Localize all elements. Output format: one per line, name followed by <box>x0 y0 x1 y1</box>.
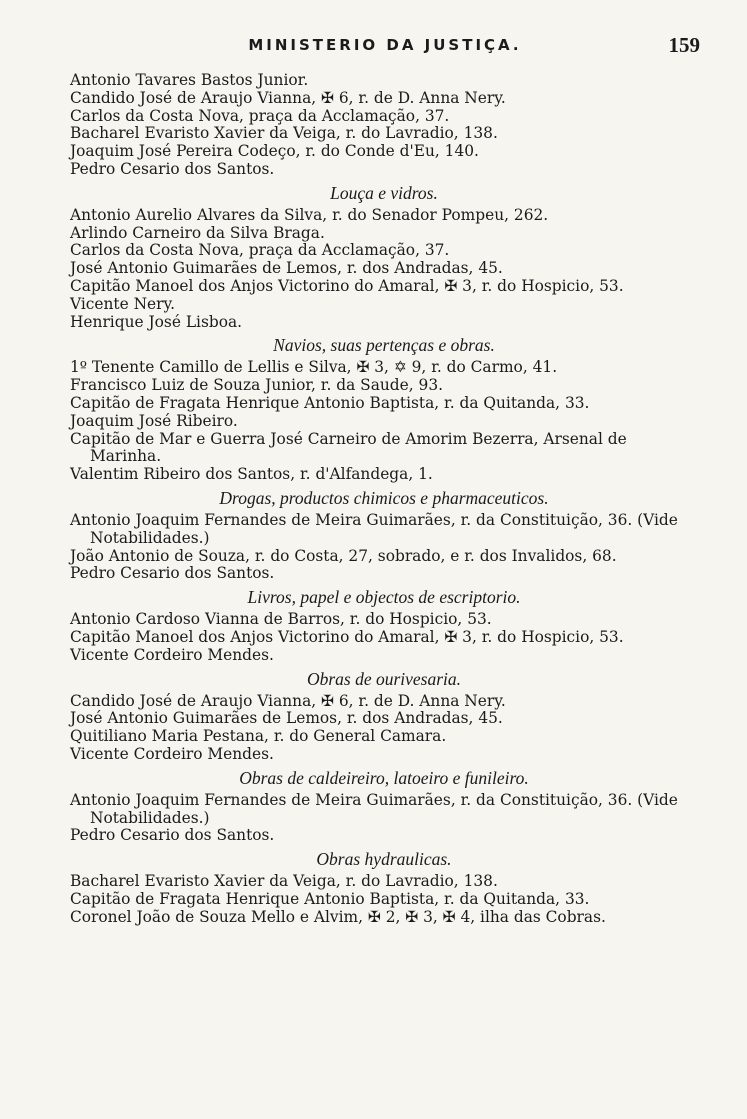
section-title: Obras hydraulicas. <box>316 849 452 870</box>
list-entry: Bacharel Evaristo Xavier da Veiga, r. do Lavradio, 138. <box>70 872 498 891</box>
list-entry: Valentim Ribeiro dos Santos, r. d'Alfandega, 1. <box>70 465 433 484</box>
section-caldeireiro <box>70 768 698 845</box>
list-entry: Bacharel Evaristo Xavier da Veiga, r. do Lavradio, 138. <box>70 124 498 143</box>
list-entry: Antonio Joaquim Fernandes de Meira Guimarães, r. da Constituição, 36. (Vide Notabilidades.) <box>70 790 678 827</box>
list-entry: Henrique José Lisboa. <box>70 312 243 331</box>
page-header <box>70 33 700 62</box>
list-entry: José Antonio Guimarães de Lemos, r. dos Andradas, 45. <box>70 709 503 728</box>
list-entry: Arlindo Carneiro da Silva Braga. <box>70 223 325 242</box>
list-entry: Vicente Cordeiro Mendes. <box>70 744 274 763</box>
list-entry: Capitão de Mar e Guerra José Carneiro de Amorim Bezerra, Arsenal de Marinha. <box>70 429 627 466</box>
list-entry: Francisco Luiz de Souza Junior, r. da Saude, 93. <box>70 376 444 395</box>
list-entry: Capitão Manoel dos Anjos Victorino do Amaral, ✠ 3, r. do Hospicio, 53. <box>70 276 624 295</box>
list-entry: Candido José de Araujo Vianna, ✠ 6, r. de D. Anna Nery. <box>70 691 506 710</box>
document-body <box>70 72 698 928</box>
list-entry: José Antonio Guimarães de Lemos, r. dos Andradas, 45. <box>70 259 503 278</box>
list-entry: Pedro Cesario dos Santos. <box>70 564 275 583</box>
section-louca-vidros <box>70 183 698 332</box>
section-navios <box>70 335 698 484</box>
list-entry: Joaquim José Ribeiro. <box>70 411 238 430</box>
section-title: Louça e vidros. <box>330 182 438 203</box>
section-title: Livros, papel e objectos de escriptorio. <box>247 587 521 608</box>
list-entry: Pedro Cesario dos Santos. <box>70 159 275 178</box>
section-ourivesaria <box>70 669 698 764</box>
section-drogas <box>70 488 698 583</box>
list-entry: Vicente Cordeiro Mendes. <box>70 645 274 664</box>
section-title: Obras de caldeireiro, latoeiro e funileiro. <box>239 767 529 788</box>
list-entry: Quitiliano Maria Pestana, r. do General Camara. <box>70 727 447 746</box>
section-hydraulicas <box>70 849 698 926</box>
list-entry: Coronel João de Souza Mello e Alvim, ✠ 2, ✠ 3, ✠ 4, ilha das Cobras. <box>70 907 606 926</box>
section-title: Navios, suas pertenças e obras. <box>273 335 495 356</box>
page-number: 159 <box>668 33 700 57</box>
list-entry: Vicente Nery. <box>70 294 176 313</box>
section-title: Obras de ourivesaria. <box>306 668 462 689</box>
section-livros <box>70 587 698 664</box>
list-entry: Capitão de Fragata Henrique Antonio Baptista, r. da Quitanda, 33. <box>70 889 590 908</box>
list-entry: Antonio Tavares Bastos Junior. <box>70 71 309 89</box>
section-title: Drogas, productos chimicos e pharmaceuticos. <box>219 487 549 508</box>
list-entry: Candido José de Araujo Vianna, ✠ 6, r. de D. Anna Nery. <box>70 88 506 107</box>
list-entry: Capitão de Fragata Henrique Antonio Baptista, r. da Quitanda, 33. <box>70 393 590 412</box>
list-entry: Antonio Aurelio Alvares da Silva, r. do Senador Pompeu, 262. <box>70 205 549 224</box>
section-continued <box>70 72 698 179</box>
list-entry: Pedro Cesario dos Santos. <box>70 826 275 845</box>
list-entry: João Antonio de Souza, r. do Costa, 27, sobrado, e r. dos Invalidos, 68. <box>70 546 617 565</box>
running-title: MINISTERIO DA JUSTIÇA. <box>248 36 522 54</box>
list-entry: Capitão Manoel dos Anjos Victorino do Amaral, ✠ 3, r. do Hospicio, 53. <box>70 627 624 646</box>
list-entry: Joaquim José Pereira Codeço, r. do Conde d'Eu, 140. <box>70 142 479 161</box>
list-entry: Antonio Joaquim Fernandes de Meira Guimarães, r. da Constituição, 36. (Vide Notabilidades.) <box>70 510 678 547</box>
list-entry: Carlos da Costa Nova, praça da Acclamação, 37. <box>70 106 450 125</box>
list-entry: Carlos da Costa Nova, praça da Acclamação, 37. <box>70 241 450 260</box>
list-entry: Antonio Cardoso Vianna de Barros, r. do Hospicio, 53. <box>70 610 492 629</box>
list-entry: 1º Tenente Camillo de Lellis e Silva, ✠ 3, ✡ 9, r. do Carmo, 41. <box>70 358 558 377</box>
